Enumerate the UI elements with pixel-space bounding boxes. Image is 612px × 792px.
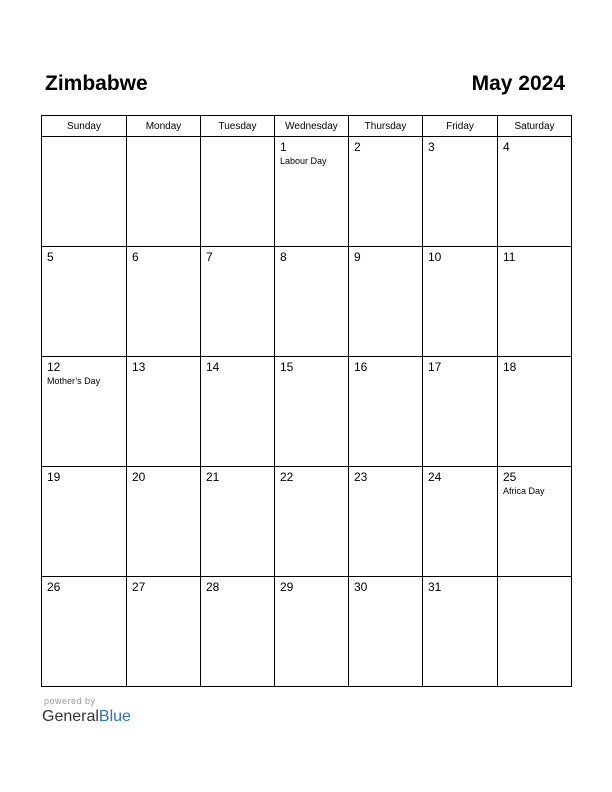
- day-cell: [42, 357, 127, 467]
- logo-blue-text: Blue: [98, 708, 131, 725]
- day-number: 27: [132, 580, 146, 594]
- calendar-week-row: [42, 137, 572, 247]
- day-cell: [498, 137, 572, 247]
- day-number: 15: [280, 360, 294, 374]
- weekday-header: Sunday: [42, 116, 127, 137]
- day-number: 30: [354, 580, 368, 594]
- day-cell: [349, 467, 423, 577]
- day-number: 16: [354, 360, 368, 374]
- day-number: 4: [503, 140, 510, 154]
- holiday-label: Labour Day: [280, 156, 327, 166]
- powered-by-text: powered by: [44, 696, 96, 706]
- weekday-header: Friday: [423, 116, 498, 137]
- country-title: Zimbabwe: [45, 72, 148, 95]
- day-number: 14: [206, 360, 220, 374]
- day-cell: [201, 577, 275, 687]
- day-cell: [201, 137, 275, 247]
- day-number: 17: [428, 360, 442, 374]
- day-cell: [201, 357, 275, 467]
- day-number: 21: [206, 470, 220, 484]
- calendar-week-row: [42, 467, 572, 577]
- weekday-header: Tuesday: [201, 116, 275, 137]
- day-cell: [42, 577, 127, 687]
- day-number: 5: [47, 250, 54, 264]
- weekday-header: Saturday: [498, 116, 572, 137]
- day-number: [201, 137, 274, 141]
- day-number: 24: [428, 470, 442, 484]
- day-number: 6: [132, 250, 139, 264]
- day-number: [498, 577, 571, 581]
- day-cell: [201, 247, 275, 357]
- day-cell: [201, 467, 275, 577]
- day-number: 1: [280, 140, 287, 154]
- day-number: [127, 137, 200, 141]
- day-number: 12: [47, 360, 61, 374]
- day-cell: [127, 467, 201, 577]
- day-number: 7: [206, 250, 213, 264]
- day-cell: [127, 137, 201, 247]
- day-number: 28: [206, 580, 220, 594]
- day-number: 2: [354, 140, 361, 154]
- day-number: 10: [428, 250, 442, 264]
- logo-general-text: General: [42, 708, 99, 725]
- day-number: 18: [503, 360, 517, 374]
- day-cell: [423, 137, 498, 247]
- day-number: 13: [132, 360, 146, 374]
- weekday-header-row: [42, 116, 572, 137]
- day-cell: [275, 577, 349, 687]
- day-number: 11: [503, 250, 516, 264]
- day-cell: [275, 357, 349, 467]
- day-cell: [275, 467, 349, 577]
- footer-branding: [42, 696, 131, 727]
- calendar-week-row: [42, 357, 572, 467]
- day-cell: [423, 247, 498, 357]
- month-year-title: May 2024: [471, 72, 565, 95]
- calendar-week-row: [42, 247, 572, 357]
- day-cell: [275, 137, 349, 247]
- day-cell: [42, 467, 127, 577]
- day-cell: [423, 357, 498, 467]
- day-cell: [423, 577, 498, 687]
- weekday-header: Wednesday: [275, 116, 349, 137]
- generalblue-logo: [42, 707, 131, 727]
- holiday-label: Mother’s Day: [47, 376, 101, 386]
- day-number: 29: [280, 580, 294, 594]
- weekday-header: Monday: [127, 116, 201, 137]
- calendar-week-row: [42, 577, 572, 687]
- day-cell: [423, 467, 498, 577]
- day-cell: [127, 357, 201, 467]
- day-cell: [498, 467, 572, 577]
- day-cell: [349, 247, 423, 357]
- day-cell: [42, 137, 127, 247]
- day-cell: [498, 577, 572, 687]
- day-number: 23: [354, 470, 368, 484]
- day-number: [42, 137, 126, 141]
- day-cell: [498, 247, 572, 357]
- day-number: 8: [280, 250, 287, 264]
- day-cell: [349, 357, 423, 467]
- day-cell: [42, 247, 127, 357]
- day-number: 3: [428, 140, 435, 154]
- day-number: 20: [132, 470, 146, 484]
- day-cell: [349, 577, 423, 687]
- day-number: 9: [354, 250, 361, 264]
- day-cell: [127, 577, 201, 687]
- day-number: 25: [503, 470, 517, 484]
- day-cell: [349, 137, 423, 247]
- day-number: 22: [280, 470, 294, 484]
- day-cell: [498, 357, 572, 467]
- weekday-header: Thursday: [349, 116, 423, 137]
- day-number: 26: [47, 580, 61, 594]
- holiday-label: Africa Day: [503, 486, 545, 496]
- day-cell: [275, 247, 349, 357]
- day-number: 19: [47, 470, 61, 484]
- calendar-grid: [41, 115, 572, 687]
- day-cell: [127, 247, 201, 357]
- day-number: 31: [428, 580, 442, 594]
